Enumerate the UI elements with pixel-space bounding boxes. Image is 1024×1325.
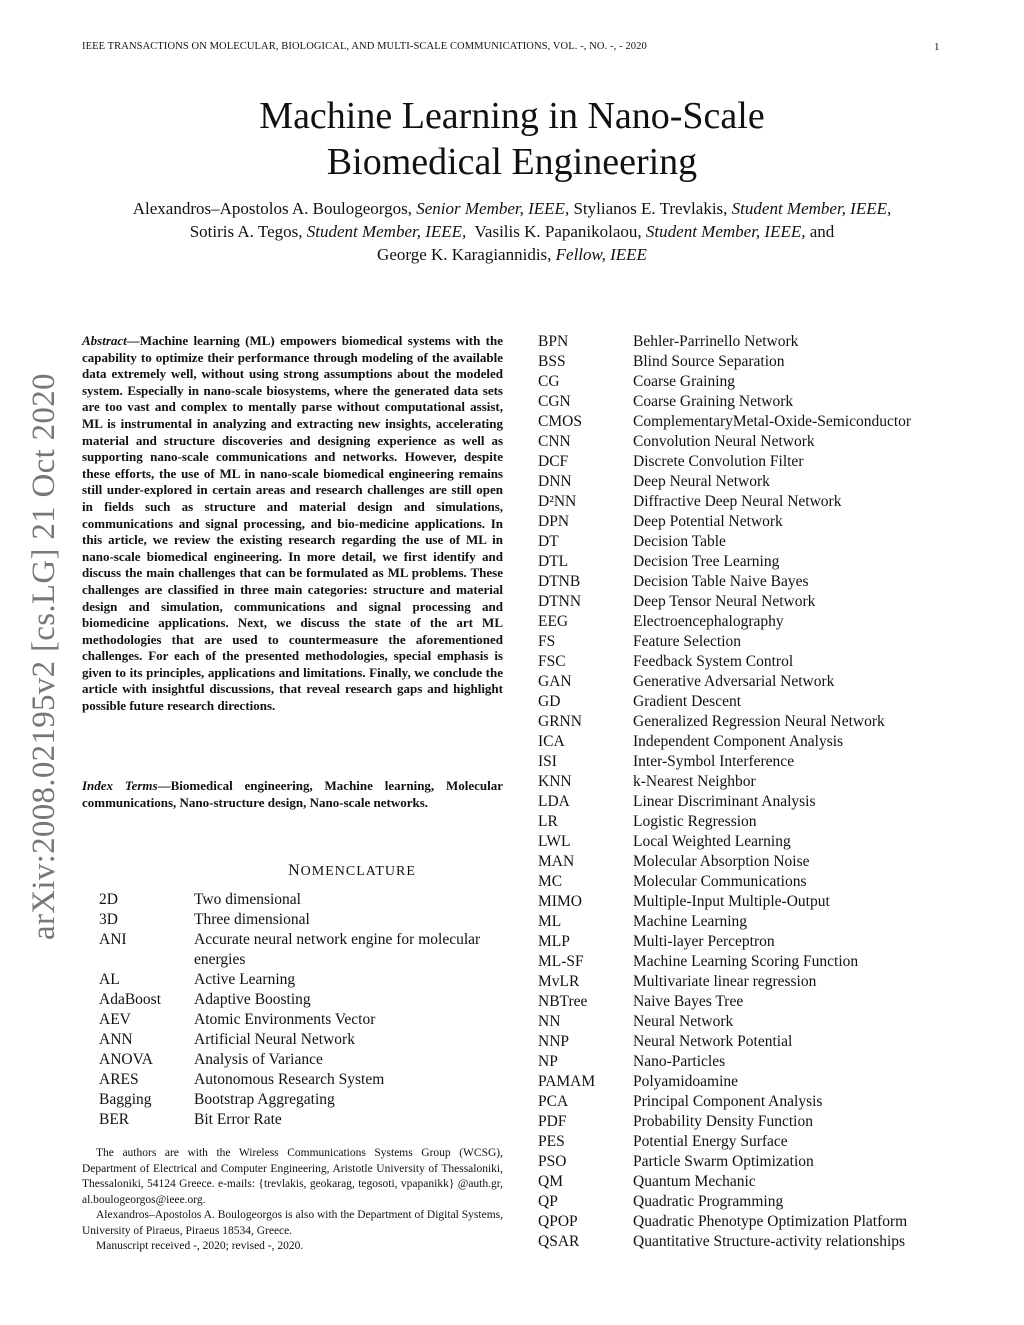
nomenclature-row — [538, 1032, 958, 1052]
abstract-text: —Machine learning (ML) empowers biomedical systems with the capability to optimize their performance through modeling of the available data extremely well, without using strong assumptions about the modeled system. Especially in nano-scale biosystems, where the generated data sets are too vast and complex to mentally parse without computational assist, ML is instrumental in analyzing and extracting new insights, accelerating material and structure discoveries and designing experience as well as supporting nano-scale communications and networks. However, despite these efforts, the use of ML in nano-scale biomedical engineering remains still under-explored in certain areas and research challenges are still open in fields such as structure and material design and simulations, communications and signal processing, and bio-medicine applications. In this article, we review the existing research regarding the use of ML in nano-scale biomedical engineering. In more detail, we first identify and discuss the main challenges that can be formulated as ML problems. These challenges are classified in three main categories: structure and material design and simulation, communications and signal processing and biomedicine applications. Next, we discuss the state of the art ML methodologies that are used to countermeasure the aforementioned challenges. For each of the presented methodologies, special emphasis is given to its principles, applications and limitations. Finally, we conclude the article with insightful discussions, that reveal research gaps and highlight possible future research directions. — [82, 333, 503, 714]
nomenclature-definition: Quantitative Structure-activity relationships — [633, 1233, 906, 1250]
nomenclature-abbr: LDA — [538, 793, 570, 810]
nomenclature-row — [538, 532, 958, 552]
author-name: Alexandros–Apostolos A. Boulogeorgos, — [132, 199, 412, 218]
nomenclature-definition: Analysis of Variance — [194, 1051, 323, 1068]
nomenclature-row — [538, 1192, 958, 1212]
footnote-affiliation-2: Alexandros–Apostolos A. Boulogeorgos is also with the Department of Digital Systems, University of Piraeus, Piraeus 18534, Greece. — [82, 1209, 503, 1237]
nomenclature-abbr: DT — [538, 533, 559, 550]
nomenclature-definition: Diffractive Deep Neural Network — [633, 493, 842, 510]
nomenclature-abbr: QSAR — [538, 1233, 580, 1250]
nomenclature-abbr: CG — [538, 373, 560, 390]
nomenclature-row — [538, 652, 958, 672]
nomenclature-definition: Inter-Symbol Interference — [633, 753, 795, 770]
nomenclature-row — [99, 1070, 509, 1090]
nomenclature-abbr: KNN — [538, 773, 572, 790]
nomenclature-definition: Behler-Parrinello Network — [633, 333, 799, 350]
nomenclature-abbr: LR — [538, 813, 558, 830]
nomenclature-definition: Deep Potential Network — [633, 513, 783, 530]
nomenclature-abbr: NNP — [538, 1033, 570, 1050]
nomenclature-abbr: PCA — [538, 1093, 569, 1110]
nomenclature-row — [538, 712, 958, 732]
nomenclature-row — [538, 732, 958, 752]
nomenclature-row — [538, 952, 958, 972]
nomenclature-definition: Discrete Convolution Filter — [633, 453, 804, 470]
abstract — [82, 333, 503, 715]
nomenclature-row — [538, 752, 958, 772]
title-line-2: Biomedical Engineering — [326, 141, 698, 183]
nomenclature-abbr: QM — [538, 1173, 563, 1190]
nomenclature-abbr: MC — [538, 873, 563, 890]
author-role: Student Member, IEEE, — [645, 222, 806, 241]
nomenclature-definition: Machine Learning — [633, 913, 748, 930]
nomenclature-definition: Decision Table — [633, 533, 726, 550]
author-name: Vasilis K. Papanikolaou, — [474, 222, 642, 241]
nomenclature-row — [538, 492, 958, 512]
footnotes — [82, 1146, 503, 1255]
nomenclature-abbr: AEV — [99, 1011, 131, 1028]
nomenclature-row — [538, 1132, 958, 1152]
nomenclature-row — [538, 1172, 958, 1192]
nomenclature-definition: Decision Table Naive Bayes — [633, 573, 809, 590]
nomenclature-abbr: GRNN — [538, 713, 582, 730]
nomenclature-row — [538, 672, 958, 692]
nomenclature-definition: Coarse Graining Network — [633, 393, 794, 410]
nomenclature-row — [538, 912, 958, 932]
nomenclature-row — [538, 872, 958, 892]
nomenclature-definition: Quadratic Programming — [633, 1193, 784, 1210]
nomenclature-row — [538, 472, 958, 492]
nomenclature-definition: Molecular Communications — [633, 873, 807, 890]
nomenclature-row — [538, 1232, 958, 1252]
nomenclature-abbr: FS — [538, 633, 556, 650]
nomenclature-definition: Generalized Regression Neural Network — [633, 713, 885, 730]
nomenclature-definition: Two dimensional — [194, 891, 301, 908]
nomenclature-abbr: ANI — [99, 931, 127, 948]
author-role: Fellow, IEEE — [555, 245, 647, 264]
nomenclature-definition: Blind Source Separation — [633, 353, 785, 370]
nomenclature-definition: Principal Component Analysis — [633, 1093, 823, 1110]
nomenclature-row — [99, 930, 509, 970]
nomenclature-row — [538, 992, 958, 1012]
nomenclature-abbr: NN — [538, 1013, 561, 1030]
nomenclature-definition: Bit Error Rate — [194, 1111, 282, 1128]
author-role: Senior Member, IEEE, — [416, 199, 570, 218]
nomenclature-definition: Neural Network — [633, 1013, 734, 1030]
nomenclature-row — [538, 572, 958, 592]
nomenclature-abbr: MAN — [538, 853, 575, 870]
page-number: 1 — [934, 41, 940, 53]
nomenclature-definition: Molecular Absorption Noise — [633, 853, 810, 870]
nomenclature-definition: Multiple-Input Multiple-Output — [633, 893, 830, 910]
nomenclature-definition: Deep Tensor Neural Network — [633, 593, 816, 610]
nomenclature-row — [538, 1052, 958, 1072]
nomenclature-definition: Gradient Descent — [633, 693, 742, 710]
nomenclature-abbr: DTNB — [538, 573, 581, 590]
nomenclature-definition: Adaptive Boosting — [194, 991, 311, 1008]
nomenclature-row — [99, 1050, 509, 1070]
nomenclature-definition: Polyamidoamine — [633, 1073, 739, 1090]
nomenclature-definition: Potential Energy Surface — [633, 1133, 788, 1150]
nomenclature-abbr: ML — [538, 913, 562, 930]
nomenclature-row — [538, 552, 958, 572]
nomenclature-heading: NOMENCLATURE — [288, 862, 416, 879]
author-name: Sotiris A. Tegos, — [189, 222, 303, 241]
title-line-1: Machine Learning in Nano-Scale — [259, 95, 765, 137]
nomenclature-definition: Logistic Regression — [633, 813, 757, 830]
index-terms-text: —Biomedical engineering, Machine learning, Molecular communications, Nano-structure design, Nano-scale networks. — [82, 778, 503, 810]
nomenclature-definition: Feedback System Control — [633, 653, 794, 670]
author-role: Student Member, IEEE, — [306, 222, 467, 241]
nomenclature-definition: Feature Selection — [633, 633, 742, 650]
author-line-1 — [60, 197, 964, 220]
nomenclature-row — [538, 892, 958, 912]
nomenclature-definition: Probability Density Function — [633, 1113, 813, 1130]
nomenclature-row — [538, 972, 958, 992]
abstract-lead: Abstract — [82, 333, 127, 348]
nomenclature-row — [538, 512, 958, 532]
nomenclature-abbr: ISI — [538, 753, 557, 770]
nomenclature-abbr: Bagging — [99, 1091, 152, 1108]
nomenclature-row — [538, 852, 958, 872]
nomenclature-abbr: CNN — [538, 433, 571, 450]
nomenclature-definition: Accurate neural network engine for molecular energies — [194, 931, 481, 968]
nomenclature-row — [538, 412, 958, 432]
nomenclature-definition: Atomic Environments Vector — [194, 1011, 376, 1028]
nomenclature-row — [538, 452, 958, 472]
nomenclature-definition: Bootstrap Aggregating — [194, 1091, 335, 1108]
nomenclature-abbr: NBTree — [538, 993, 588, 1010]
nomenclature-abbr: 3D — [99, 911, 118, 928]
nomenclature-row — [99, 1090, 509, 1110]
nomenclature-abbr: LWL — [538, 833, 571, 850]
nomenclature-row — [99, 970, 509, 990]
nomenclature-definition: Independent Component Analysis — [633, 733, 844, 750]
nomenclature-row — [538, 1112, 958, 1132]
nomenclature-abbr: BPN — [538, 333, 569, 350]
nomenclature-abbr: EEG — [538, 613, 569, 630]
nomenclature-row — [538, 1212, 958, 1232]
nomenclature-definition: Quadratic Phenotype Optimization Platform — [633, 1213, 908, 1230]
nomenclature-row — [99, 890, 509, 910]
nomenclature-abbr: CMOS — [538, 413, 582, 430]
nomenclature-abbr: NP — [538, 1053, 558, 1070]
nomenclature-row — [538, 692, 958, 712]
nomenclature-definition: Coarse Graining — [633, 373, 736, 390]
nomenclature-abbr: FSC — [538, 653, 566, 670]
nomenclature-row — [538, 612, 958, 632]
nomenclature-abbr: AL — [99, 971, 120, 988]
nomenclature-abbr: MvLR — [538, 973, 580, 990]
nomenclature-definition: Linear Discriminant Analysis — [633, 793, 816, 810]
nomenclature-abbr: GAN — [538, 673, 572, 690]
nomenclature-definition: k-Nearest Neighbor — [633, 773, 756, 790]
nomenclature-abbr: DTL — [538, 553, 569, 570]
nomenclature-row — [538, 1012, 958, 1032]
nomenclature-row — [538, 392, 958, 412]
nomenclature-definition: Naive Bayes Tree — [633, 993, 744, 1010]
nomenclature-definition: ComplementaryMetal-Oxide-Semiconductor — [633, 413, 912, 430]
nomenclature-definition: Multi-layer Perceptron — [633, 933, 775, 950]
nomenclature-abbr: MIMO — [538, 893, 582, 910]
author-name: Stylianos E. Trevlakis, — [573, 199, 728, 218]
nomenclature-abbr: DCF — [538, 453, 569, 470]
nomenclature-definition: Deep Neural Network — [633, 473, 770, 490]
nomenclature-definition: Neural Network Potential — [633, 1033, 793, 1050]
nomenclature-definition: Three dimensional — [194, 911, 310, 928]
paper-title — [0, 93, 1024, 185]
nomenclature-abbr: BER — [99, 1111, 130, 1128]
footnote-affiliation: The authors are with the Wireless Communications Systems Group (WCSG), Department of Electrical and Computer Engineering, Aristotle University of Thessaloniki, Thessaloniki, 54124 Greece. e-mails: {trevlakis, geokarag, tegosoti, vpapanikk} @auth.gr, al.boulogeorgos@ieee.org. — [82, 1147, 503, 1206]
author-role: Student Member, IEEE, — [731, 199, 892, 218]
nomenclature-definition: Autonomous Research System — [194, 1071, 385, 1088]
nomenclature-abbr: DTNN — [538, 593, 582, 610]
author-line-3 — [60, 243, 964, 266]
nomenclature-definition: Convolution Neural Network — [633, 433, 815, 450]
nomenclature-row — [538, 1072, 958, 1092]
nomenclature-row — [538, 1092, 958, 1112]
nomenclature-row — [538, 632, 958, 652]
author-list — [60, 197, 964, 266]
nomenclature-abbr: 2D — [99, 891, 118, 908]
nomenclature-list-right — [538, 332, 958, 1252]
nomenclature-row — [538, 1152, 958, 1172]
nomenclature-abbr: ANN — [99, 1031, 133, 1048]
nomenclature-row — [538, 352, 958, 372]
nomenclature-abbr: PSO — [538, 1153, 567, 1170]
nomenclature-row — [99, 1030, 509, 1050]
nomenclature-list-left — [99, 890, 509, 1130]
nomenclature-row — [538, 332, 958, 352]
nomenclature-row — [99, 990, 509, 1010]
nomenclature-row — [538, 832, 958, 852]
nomenclature-abbr: D²NN — [538, 493, 577, 510]
index-terms-lead: Index Terms — [82, 778, 158, 793]
nomenclature-row — [99, 1010, 509, 1030]
nomenclature-row — [538, 812, 958, 832]
nomenclature-row — [538, 792, 958, 812]
footnote-manuscript: Manuscript received -, 2020; revised -, 2020. — [96, 1240, 304, 1252]
nomenclature-row — [538, 432, 958, 452]
nomenclature-abbr: AdaBoost — [99, 991, 161, 1008]
nomenclature-definition: Generative Adversarial Network — [633, 673, 835, 690]
nomenclature-abbr: QP — [538, 1193, 558, 1210]
nomenclature-definition: Multivariate linear regression — [633, 973, 817, 990]
nomenclature-definition: Artificial Neural Network — [194, 1031, 355, 1048]
nomenclature-definition: Machine Learning Scoring Function — [633, 953, 859, 970]
arxiv-stamp: arXiv:2008.02195v2 [cs.LG] 21 Oct 2020 — [26, 373, 62, 940]
nomenclature-abbr: DNN — [538, 473, 572, 490]
author-line-2 — [60, 220, 964, 243]
nomenclature-abbr: ICA — [538, 733, 565, 750]
nomenclature-definition: Quantum Mechanic — [633, 1173, 756, 1190]
nomenclature-definition: Local Weighted Learning — [633, 833, 791, 850]
nomenclature-row — [538, 932, 958, 952]
nomenclature-row — [99, 1110, 509, 1130]
nomenclature-abbr: PES — [538, 1133, 565, 1150]
nomenclature-row — [538, 592, 958, 612]
nomenclature-abbr: ML-SF — [538, 953, 584, 970]
nomenclature-definition: Decision Tree Learning — [633, 553, 780, 570]
nomenclature-row — [538, 772, 958, 792]
nomenclature-abbr: GD — [538, 693, 561, 710]
nomenclature-abbr: ARES — [99, 1071, 139, 1088]
nomenclature-abbr: PDF — [538, 1113, 567, 1130]
nomenclature-row — [538, 372, 958, 392]
nomenclature-definition: Electroencephalography — [633, 613, 784, 630]
nomenclature-definition: Active Learning — [194, 971, 296, 988]
nomenclature-abbr: ANOVA — [99, 1051, 153, 1068]
running-header: IEEE TRANSACTIONS ON MOLECULAR, BIOLOGICAL, AND MULTI-SCALE COMMUNICATIONS, VOL. -, NO. -, - 2020 — [82, 41, 647, 52]
nomenclature-abbr: BSS — [538, 353, 566, 370]
index-terms — [82, 778, 503, 811]
nomenclature-abbr: QPOP — [538, 1213, 578, 1230]
nomenclature-definition: Nano-Particles — [633, 1053, 726, 1070]
author-conjunction: and — [809, 222, 835, 241]
nomenclature-abbr: MLP — [538, 933, 570, 950]
author-name: George K. Karagiannidis, — [377, 245, 552, 264]
nomenclature-definition: Particle Swarm Optimization — [633, 1153, 814, 1170]
nomenclature-abbr: DPN — [538, 513, 570, 530]
nomenclature-row — [99, 910, 509, 930]
nomenclature-abbr: CGN — [538, 393, 571, 410]
nomenclature-abbr: PAMAM — [538, 1073, 596, 1090]
